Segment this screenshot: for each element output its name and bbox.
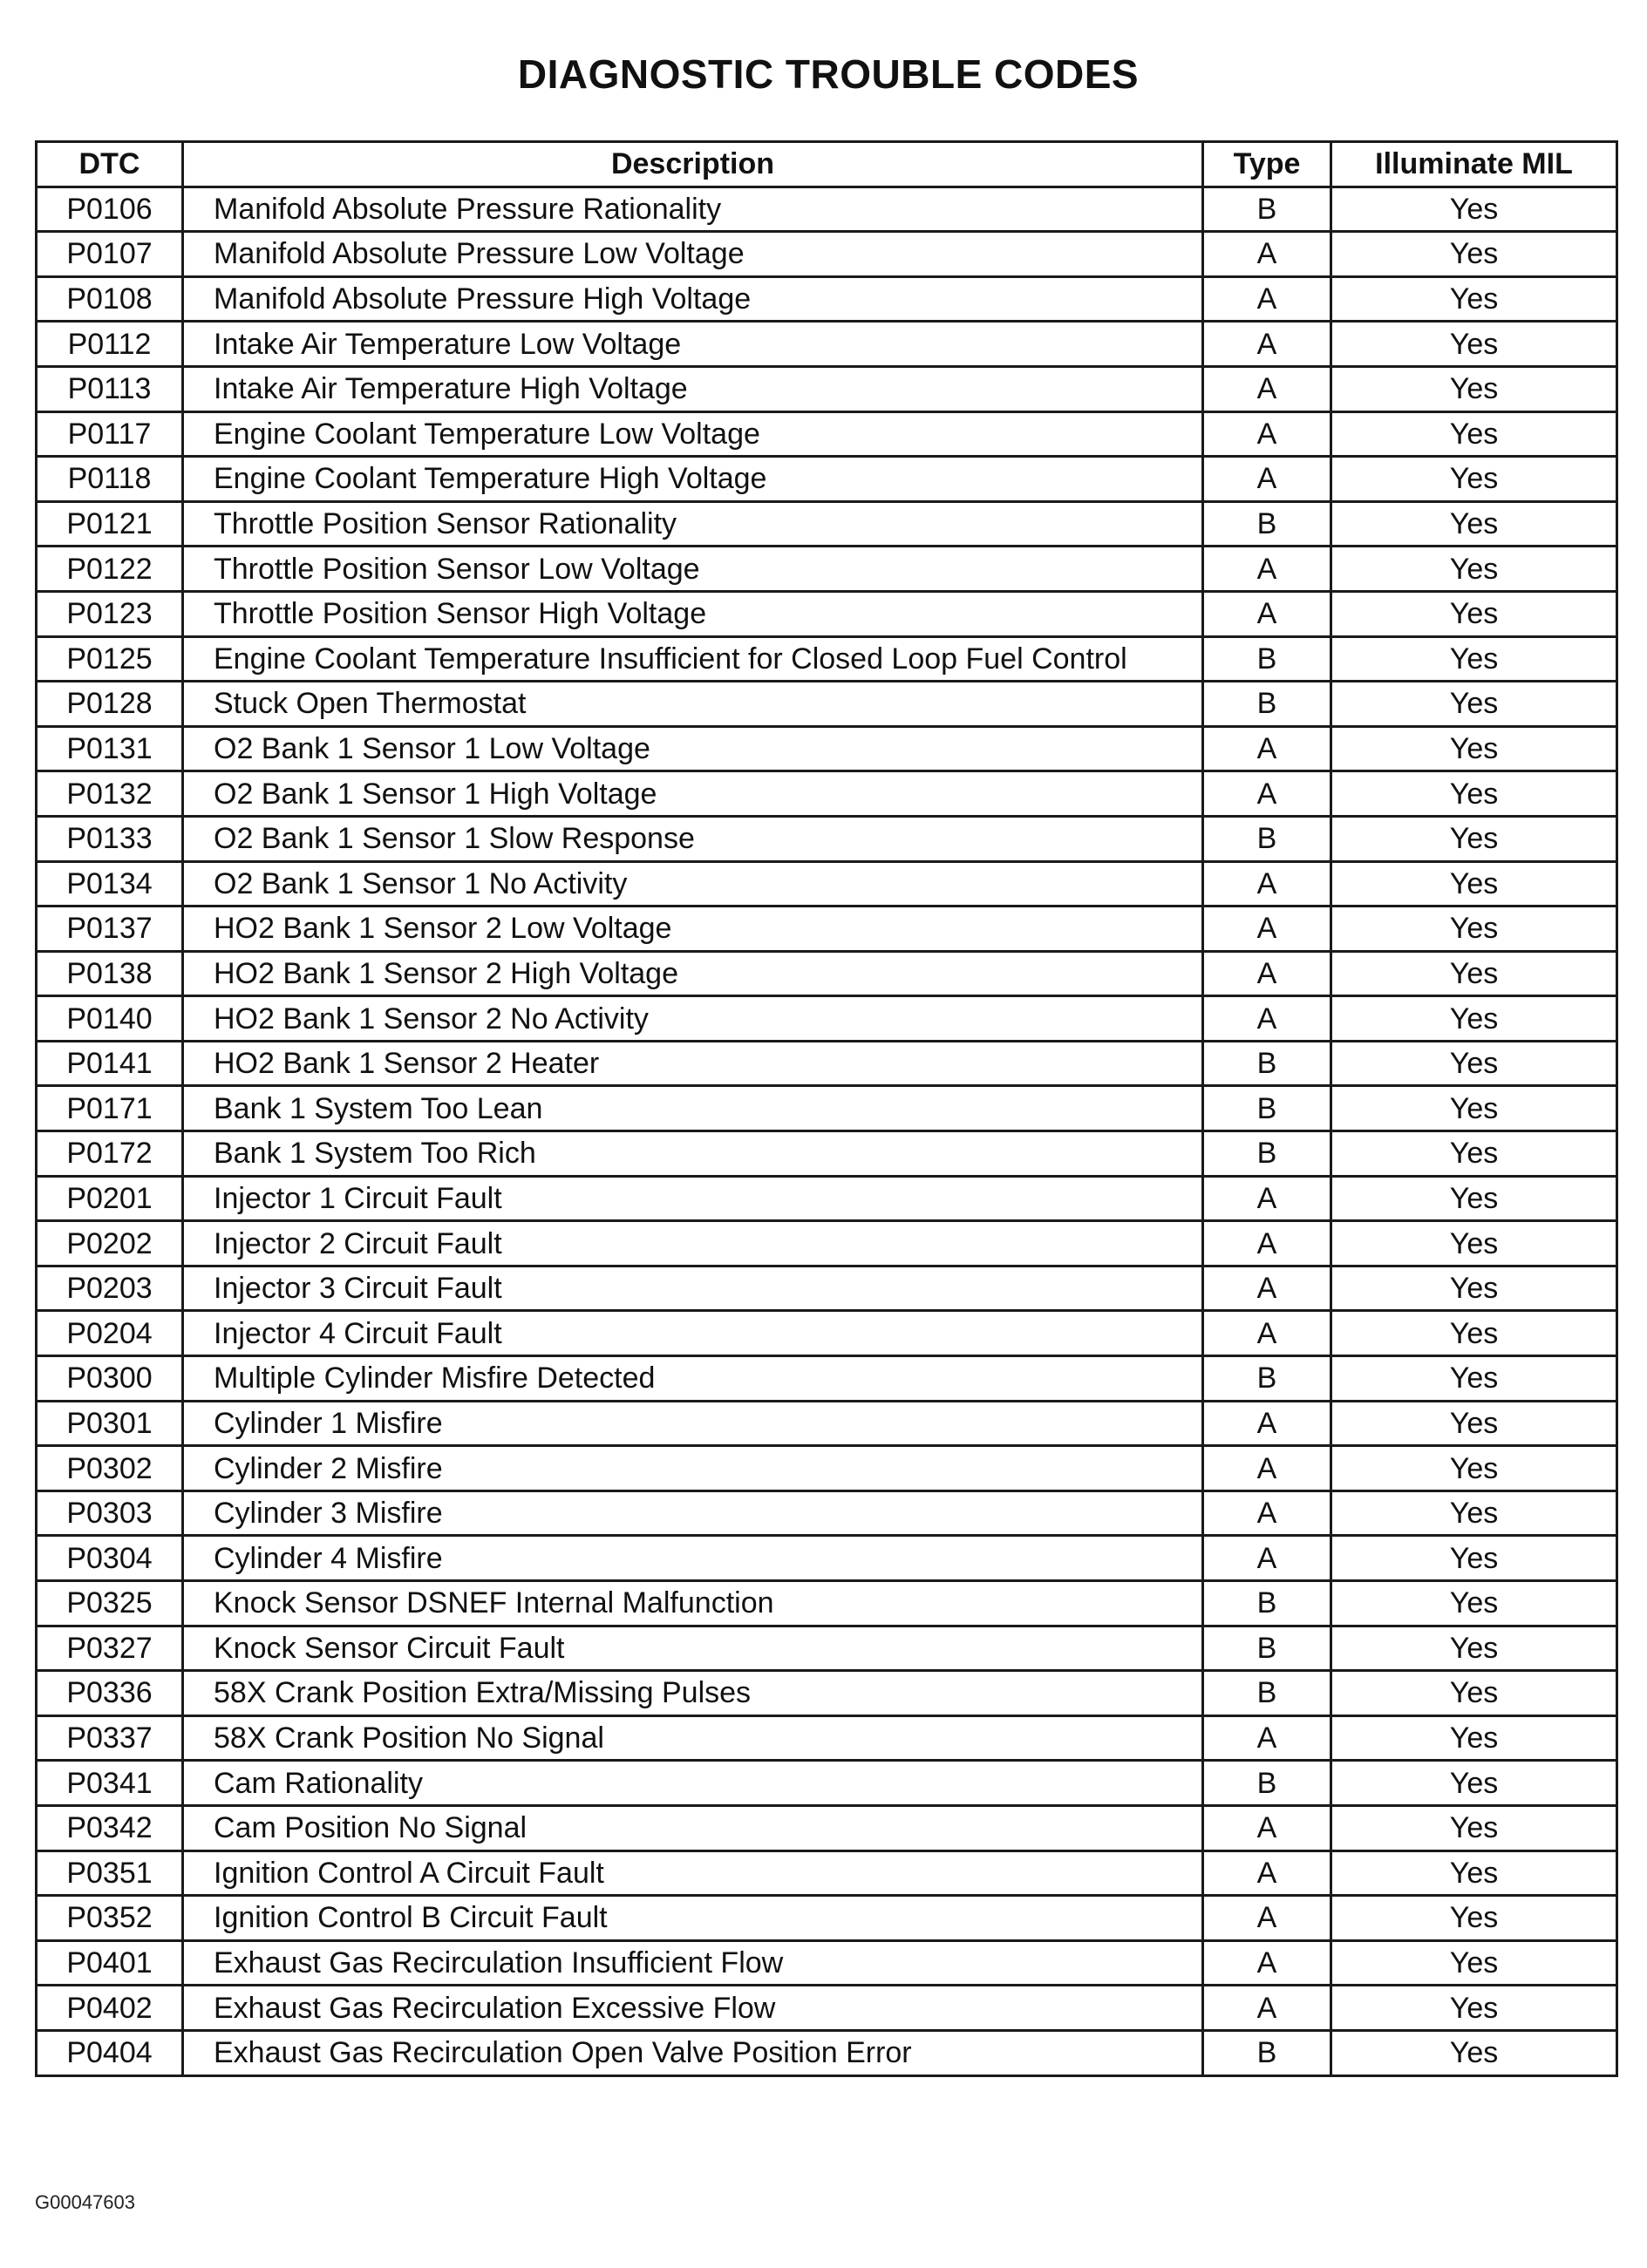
type-cell: A — [1203, 1401, 1331, 1446]
dtc-code-cell: P0327 — [37, 1626, 183, 1671]
description-cell: Cylinder 1 Misfire — [183, 1401, 1203, 1446]
description-cell: Cylinder 3 Misfire — [183, 1490, 1203, 1536]
dtc-code-cell: P0137 — [37, 907, 183, 952]
table-row — [37, 1311, 1617, 1356]
illuminate-mil-cell: Yes — [1331, 591, 1617, 636]
description-cell: Cam Rationality — [183, 1761, 1203, 1806]
description-cell: Injector 2 Circuit Fault — [183, 1221, 1203, 1266]
description-cell: Manifold Absolute Pressure Rationality — [183, 187, 1203, 232]
description-cell: HO2 Bank 1 Sensor 2 Heater — [183, 1041, 1203, 1086]
table-row — [37, 1086, 1617, 1131]
type-cell: A — [1203, 457, 1331, 502]
dtc-code-cell: P0202 — [37, 1221, 183, 1266]
dtc-code-cell: P0121 — [37, 501, 183, 547]
dtc-code-cell: P0133 — [37, 816, 183, 861]
description-cell: Manifold Absolute Pressure High Voltage — [183, 276, 1203, 322]
table-row — [37, 771, 1617, 817]
type-cell: B — [1203, 1356, 1331, 1402]
illuminate-mil-cell: Yes — [1331, 1850, 1617, 1896]
description-cell: Stuck Open Thermostat — [183, 682, 1203, 727]
dtc-code-cell: P0351 — [37, 1850, 183, 1896]
description-cell: HO2 Bank 1 Sensor 2 Low Voltage — [183, 907, 1203, 952]
type-cell: A — [1203, 1490, 1331, 1536]
table-row — [37, 682, 1617, 727]
figure-id: G00047603 — [35, 2191, 135, 2213]
table-row — [37, 1356, 1617, 1402]
illuminate-mil-cell: Yes — [1331, 1131, 1617, 1177]
dtc-code-cell: P0401 — [37, 1940, 183, 1986]
dtc-code-cell: P0402 — [37, 1986, 183, 2031]
table-header-row — [37, 142, 1617, 187]
type-cell: A — [1203, 411, 1331, 457]
illuminate-mil-cell: Yes — [1331, 682, 1617, 727]
description-cell: Ignition Control A Circuit Fault — [183, 1850, 1203, 1896]
table-row — [37, 1131, 1617, 1177]
table-row — [37, 1805, 1617, 1850]
description-cell: Injector 1 Circuit Fault — [183, 1176, 1203, 1221]
type-cell: A — [1203, 1221, 1331, 1266]
type-cell: A — [1203, 547, 1331, 592]
dtc-code-cell: P0341 — [37, 1761, 183, 1806]
description-cell: Exhaust Gas Recirculation Open Valve Position Error — [183, 2030, 1203, 2075]
table-row — [37, 501, 1617, 547]
table-row — [37, 1176, 1617, 1221]
type-cell: A — [1203, 1896, 1331, 1941]
illuminate-mil-cell: Yes — [1331, 547, 1617, 592]
illuminate-mil-cell: Yes — [1331, 861, 1617, 907]
illuminate-mil-cell: Yes — [1331, 276, 1617, 322]
illuminate-mil-cell: Yes — [1331, 907, 1617, 952]
illuminate-mil-cell: Yes — [1331, 1401, 1617, 1446]
dtc-code-cell: P0112 — [37, 322, 183, 367]
dtc-code-cell: P0134 — [37, 861, 183, 907]
table-row — [37, 322, 1617, 367]
table-row — [37, 276, 1617, 322]
dtc-code-cell: P0171 — [37, 1086, 183, 1131]
description-cell: O2 Bank 1 Sensor 1 High Voltage — [183, 771, 1203, 817]
table-row — [37, 1626, 1617, 1671]
illuminate-mil-cell: Yes — [1331, 1986, 1617, 2031]
description-cell: Intake Air Temperature High Voltage — [183, 366, 1203, 411]
illuminate-mil-cell: Yes — [1331, 636, 1617, 682]
dtc-code-cell: P0304 — [37, 1536, 183, 1581]
description-cell: 58X Crank Position No Signal — [183, 1715, 1203, 1761]
illuminate-mil-cell: Yes — [1331, 411, 1617, 457]
type-cell: A — [1203, 276, 1331, 322]
table-row — [37, 1221, 1617, 1266]
dtc-code-cell: P0342 — [37, 1805, 183, 1850]
description-cell: Intake Air Temperature Low Voltage — [183, 322, 1203, 367]
table-row — [37, 187, 1617, 232]
dtc-code-cell: P0300 — [37, 1356, 183, 1402]
table-row — [37, 232, 1617, 277]
illuminate-mil-cell: Yes — [1331, 322, 1617, 367]
dtc-code-cell: P0125 — [37, 636, 183, 682]
table-body — [37, 187, 1617, 2075]
type-cell: B — [1203, 816, 1331, 861]
illuminate-mil-cell: Yes — [1331, 501, 1617, 547]
illuminate-mil-cell: Yes — [1331, 1671, 1617, 1716]
type-cell: A — [1203, 366, 1331, 411]
table-row — [37, 457, 1617, 502]
dtc-table — [35, 140, 1618, 2077]
table-row — [37, 591, 1617, 636]
type-cell: A — [1203, 1715, 1331, 1761]
table-row — [37, 861, 1617, 907]
description-cell: Knock Sensor Circuit Fault — [183, 1626, 1203, 1671]
type-cell: A — [1203, 771, 1331, 817]
description-cell: Multiple Cylinder Misfire Detected — [183, 1356, 1203, 1402]
description-cell: Injector 4 Circuit Fault — [183, 1311, 1203, 1356]
type-cell: A — [1203, 1805, 1331, 1850]
description-cell: Manifold Absolute Pressure Low Voltage — [183, 232, 1203, 277]
table-row — [37, 366, 1617, 411]
illuminate-mil-cell: Yes — [1331, 1446, 1617, 1491]
table-row — [37, 1986, 1617, 2031]
description-cell: Engine Coolant Temperature High Voltage — [183, 457, 1203, 502]
illuminate-mil-cell: Yes — [1331, 816, 1617, 861]
table-row — [37, 1715, 1617, 1761]
dtc-code-cell: P0122 — [37, 547, 183, 592]
description-cell: Cylinder 2 Misfire — [183, 1446, 1203, 1491]
dtc-code-cell: P0301 — [37, 1401, 183, 1446]
type-cell: A — [1203, 1311, 1331, 1356]
dtc-code-cell: P0131 — [37, 726, 183, 771]
illuminate-mil-cell: Yes — [1331, 1041, 1617, 1086]
table-row — [37, 636, 1617, 682]
table-row — [37, 1671, 1617, 1716]
illuminate-mil-cell: Yes — [1331, 2030, 1617, 2075]
illuminate-mil-cell: Yes — [1331, 726, 1617, 771]
dtc-code-cell: P0108 — [37, 276, 183, 322]
description-cell: O2 Bank 1 Sensor 1 No Activity — [183, 861, 1203, 907]
illuminate-mil-cell: Yes — [1331, 1490, 1617, 1536]
description-cell: Bank 1 System Too Rich — [183, 1131, 1203, 1177]
table-row — [37, 1581, 1617, 1626]
illuminate-mil-cell: Yes — [1331, 457, 1617, 502]
description-cell: Cylinder 4 Misfire — [183, 1536, 1203, 1581]
header-illuminate-mil: Illuminate MIL — [1331, 142, 1617, 187]
table-row — [37, 1761, 1617, 1806]
dtc-code-cell: P0337 — [37, 1715, 183, 1761]
type-cell: A — [1203, 861, 1331, 907]
table-row — [37, 816, 1617, 861]
description-cell: HO2 Bank 1 Sensor 2 High Voltage — [183, 951, 1203, 996]
dtc-code-cell: P0201 — [37, 1176, 183, 1221]
description-cell: Throttle Position Sensor Rationality — [183, 501, 1203, 547]
description-cell: Exhaust Gas Recirculation Insufficient Flow — [183, 1940, 1203, 1986]
dtc-code-cell: P0172 — [37, 1131, 183, 1177]
description-cell: O2 Bank 1 Sensor 1 Slow Response — [183, 816, 1203, 861]
table-row — [37, 907, 1617, 952]
type-cell: A — [1203, 1940, 1331, 1986]
illuminate-mil-cell: Yes — [1331, 1761, 1617, 1806]
type-cell: A — [1203, 1536, 1331, 1581]
type-cell: A — [1203, 726, 1331, 771]
table-row — [37, 411, 1617, 457]
dtc-code-cell: P0132 — [37, 771, 183, 817]
table-row — [37, 1041, 1617, 1086]
table-row — [37, 1850, 1617, 1896]
illuminate-mil-cell: Yes — [1331, 187, 1617, 232]
type-cell: B — [1203, 501, 1331, 547]
type-cell: B — [1203, 1086, 1331, 1131]
illuminate-mil-cell: Yes — [1331, 1266, 1617, 1311]
type-cell: B — [1203, 1041, 1331, 1086]
illuminate-mil-cell: Yes — [1331, 1086, 1617, 1131]
illuminate-mil-cell: Yes — [1331, 1176, 1617, 1221]
description-cell: Cam Position No Signal — [183, 1805, 1203, 1850]
type-cell: B — [1203, 1626, 1331, 1671]
type-cell: A — [1203, 996, 1331, 1042]
description-cell: Throttle Position Sensor Low Voltage — [183, 547, 1203, 592]
dtc-code-cell: P0128 — [37, 682, 183, 727]
dtc-code-cell: P0138 — [37, 951, 183, 996]
dtc-code-cell: P0140 — [37, 996, 183, 1042]
dtc-code-cell: P0113 — [37, 366, 183, 411]
illuminate-mil-cell: Yes — [1331, 1805, 1617, 1850]
table-row — [37, 1536, 1617, 1581]
type-cell: B — [1203, 1761, 1331, 1806]
dtc-code-cell: P0141 — [37, 1041, 183, 1086]
illuminate-mil-cell: Yes — [1331, 1536, 1617, 1581]
dtc-code-cell: P0123 — [37, 591, 183, 636]
dtc-code-cell: P0336 — [37, 1671, 183, 1716]
dtc-code-cell: P0118 — [37, 457, 183, 502]
description-cell: 58X Crank Position Extra/Missing Pulses — [183, 1671, 1203, 1716]
description-cell: Exhaust Gas Recirculation Excessive Flow — [183, 1986, 1203, 2031]
type-cell: A — [1203, 232, 1331, 277]
dtc-code-cell: P0204 — [37, 1311, 183, 1356]
illuminate-mil-cell: Yes — [1331, 232, 1617, 277]
type-cell: A — [1203, 1176, 1331, 1221]
type-cell: A — [1203, 951, 1331, 996]
table-row — [37, 1490, 1617, 1536]
description-cell: O2 Bank 1 Sensor 1 Low Voltage — [183, 726, 1203, 771]
dtc-code-cell: P0404 — [37, 2030, 183, 2075]
table-row — [37, 1940, 1617, 1986]
type-cell: A — [1203, 1986, 1331, 2031]
illuminate-mil-cell: Yes — [1331, 1715, 1617, 1761]
type-cell: B — [1203, 1581, 1331, 1626]
description-cell: Throttle Position Sensor High Voltage — [183, 591, 1203, 636]
type-cell: B — [1203, 636, 1331, 682]
table-row — [37, 1896, 1617, 1941]
table-row — [37, 1266, 1617, 1311]
type-cell: A — [1203, 1446, 1331, 1491]
table-row — [37, 951, 1617, 996]
type-cell: B — [1203, 1131, 1331, 1177]
type-cell: B — [1203, 187, 1331, 232]
illuminate-mil-cell: Yes — [1331, 1311, 1617, 1356]
dtc-code-cell: P0302 — [37, 1446, 183, 1491]
description-cell: Ignition Control B Circuit Fault — [183, 1896, 1203, 1941]
page-title: DIAGNOSTIC TROUBLE CODES — [517, 51, 1140, 97]
illuminate-mil-cell: Yes — [1331, 1940, 1617, 1986]
type-cell: B — [1203, 682, 1331, 727]
dtc-code-cell: P0117 — [37, 411, 183, 457]
illuminate-mil-cell: Yes — [1331, 951, 1617, 996]
table-row — [37, 1401, 1617, 1446]
dtc-code-cell: P0106 — [37, 187, 183, 232]
table-row — [37, 726, 1617, 771]
description-cell: Injector 3 Circuit Fault — [183, 1266, 1203, 1311]
table-row — [37, 996, 1617, 1042]
illuminate-mil-cell: Yes — [1331, 1896, 1617, 1941]
dtc-code-cell: P0107 — [37, 232, 183, 277]
description-cell: Engine Coolant Temperature Insufficient for Closed Loop Fuel Control — [183, 636, 1203, 682]
illuminate-mil-cell: Yes — [1331, 1356, 1617, 1402]
description-cell: Knock Sensor DSNEF Internal Malfunction — [183, 1581, 1203, 1626]
description-cell: Bank 1 System Too Lean — [183, 1086, 1203, 1131]
illuminate-mil-cell: Yes — [1331, 366, 1617, 411]
type-cell: A — [1203, 591, 1331, 636]
type-cell: A — [1203, 322, 1331, 367]
type-cell: B — [1203, 1671, 1331, 1716]
illuminate-mil-cell: Yes — [1331, 996, 1617, 1042]
dtc-code-cell: P0325 — [37, 1581, 183, 1626]
type-cell: B — [1203, 2030, 1331, 2075]
dtc-code-cell: P0352 — [37, 1896, 183, 1941]
type-cell: A — [1203, 1850, 1331, 1896]
dtc-code-cell: P0203 — [37, 1266, 183, 1311]
header-dtc: DTC — [37, 142, 183, 187]
illuminate-mil-cell: Yes — [1331, 1581, 1617, 1626]
header-description: Description — [183, 142, 1203, 187]
description-cell: Engine Coolant Temperature Low Voltage — [183, 411, 1203, 457]
type-cell: A — [1203, 907, 1331, 952]
illuminate-mil-cell: Yes — [1331, 1626, 1617, 1671]
type-cell: A — [1203, 1266, 1331, 1311]
description-cell: HO2 Bank 1 Sensor 2 No Activity — [183, 996, 1203, 1042]
table-row — [37, 547, 1617, 592]
header-type: Type — [1203, 142, 1331, 187]
table-row — [37, 1446, 1617, 1491]
illuminate-mil-cell: Yes — [1331, 1221, 1617, 1266]
illuminate-mil-cell: Yes — [1331, 771, 1617, 817]
dtc-code-cell: P0303 — [37, 1490, 183, 1536]
table-row — [37, 2030, 1617, 2075]
